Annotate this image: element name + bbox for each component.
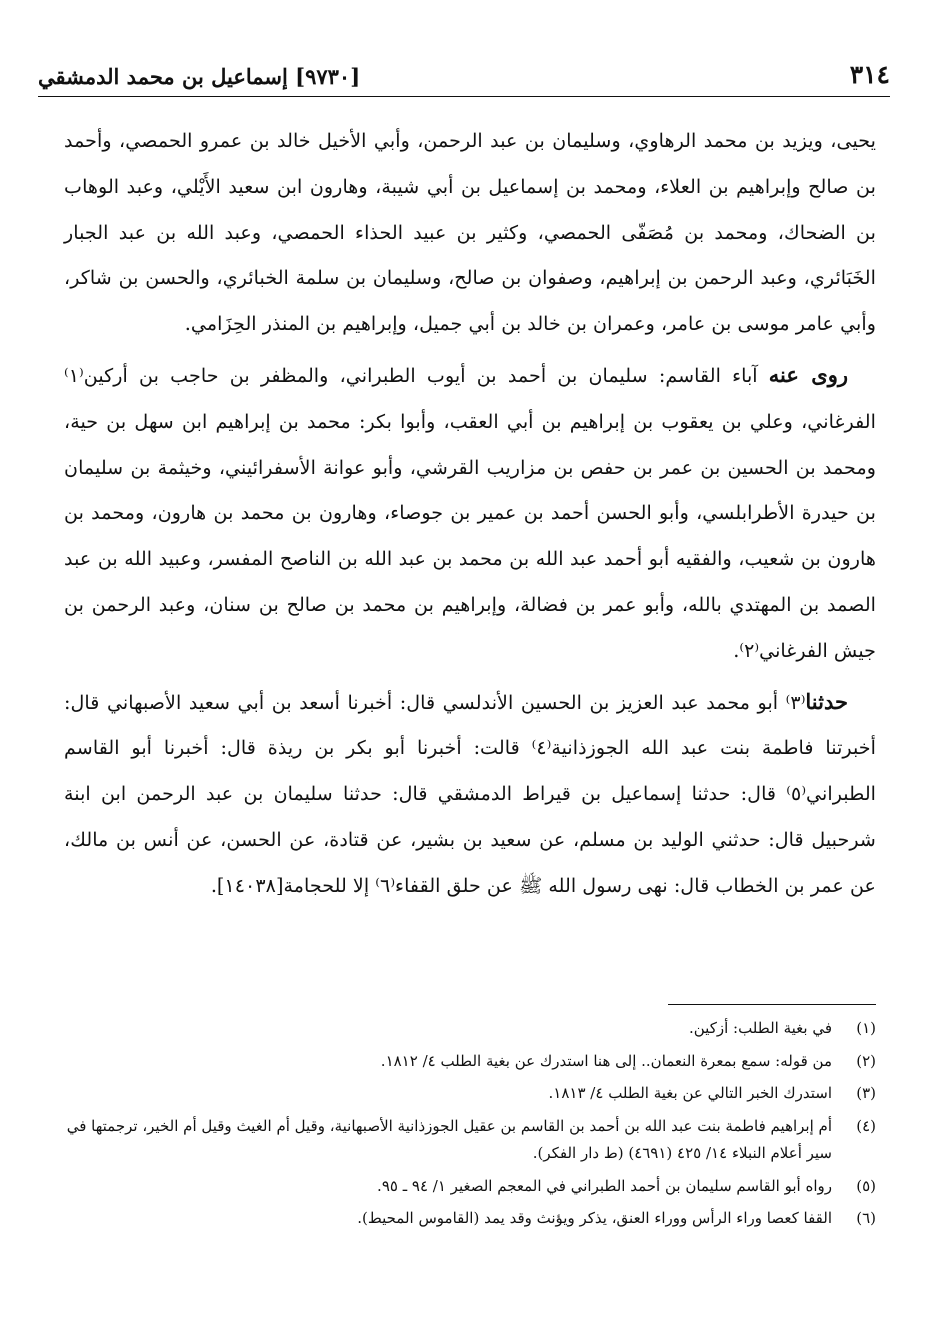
- footnote: [64, 1015, 876, 1043]
- footnote-text: استدرك الخبر التالي عن بغية الطلب ٤/ ١٨١٣.: [548, 1084, 832, 1102]
- footnote-number: (٢): [856, 1051, 876, 1070]
- footnote: [64, 1173, 876, 1201]
- footnote-number: (٤): [856, 1116, 876, 1135]
- footnote-separator: [668, 1004, 876, 1005]
- footnote-text: من قوله: سمع بمعرة النعمان.. إلى هنا استدرك عن بغية الطلب ٤/ ١٨١٢.: [380, 1051, 832, 1070]
- footnote-number: (١): [856, 1019, 876, 1037]
- paragraph-narrators: [64, 352, 876, 674]
- paragraph-narrators-text: آباء القاسم: سليمان بن أحمد بن أيوب الطبراني، والمظفر بن حاجب بن أركين⁽١⁾ الفرغاني، وعلي بن يعقوب بن إبراهيم بن أبي العقب، وأبوا بكر: محمد بن إبراهيم ابن سهل بن حية، ومحمد بن الحسين بن عمر بن حفص بن مزاريب القرشي، وأبو عوانة الأسفرائيني، وخيثمة بن سليمان بن حيدرة الأطرابلسي، وأبو الحسن أحمد بن عمير بن جوصاء، وهارون بن محمد بن هارون، ومحمد بن هارون بن شعيب، والفقيه أبو أحمد عبد الله بن محمد بن عبد الله بن الناصح المفسر، وعبيد الله بن عبد الصمد بن المهتدي بالله، وأبو عمر بن فضالة، وإبراهيم بن محمد بن صالح بن سنان، وعبد الرحمن بن جيش الفرغاني⁽٢⁾.: [64, 363, 876, 662]
- main-text: [64, 118, 876, 909]
- header-rule: [38, 96, 890, 97]
- paragraph-teachers: يحيى، ويزيد بن محمد الرهاوي، وسليمان بن عبد الرحمن، وأبي الأخيل خالد بن عمرو الحمصي، وأحمد بن صالح وإبراهيم بن العلاء، ومحمد بن إسماعيل بن أبي شيبة، وهارون ابن سعيد الأَيْلي، وعبد الوهاب بن الضحاك، ومحمد بن مُصَفّى الحمصي، وكثير بن عبيد الحذاء الحمصي، وعبد الله بن عبد الجبار الخَبَائري، وعبد الرحمن بن إبراهيم، وصفوان بن صالح، وسليمان بن سلمة الخبائري، والحسن بن شاكر، وأبي عامر موسى بن عامر، وعمران بن خالد بن أبي جميل، وإبراهيم بن المنذر الحِزَامي.: [64, 129, 876, 336]
- footnote: [64, 1113, 876, 1168]
- footnote: [64, 1048, 876, 1076]
- running-head: [٩٧٣٠] إسماعيل بن محمد الدمشقي: [38, 64, 361, 89]
- paragraph-lead-haddathana: حدثنا: [805, 688, 848, 714]
- footnotes: [64, 1015, 876, 1238]
- paragraph-lead-rawa-anhu: روى عنه: [768, 361, 849, 387]
- paragraph-hadith: [64, 679, 876, 909]
- footnote: [64, 1205, 876, 1233]
- footnote-text: في بغية الطلب: أزكين.: [688, 1019, 832, 1037]
- page-header: [38, 58, 890, 94]
- footnote: [64, 1080, 876, 1108]
- footnote-text: أم إبراهيم فاطمة بنت عبد الله بن أحمد بن القاسم بن عقيل الجوزذانية الأصبهانية، وقيل أم الغيث وقيل أم الخير، ترجمتها في سير أعلام النبلاء ١٤/ ٤٢٥ (٤٦٩١) (ط دار الفكر).: [66, 1116, 832, 1162]
- paragraph-hadith-text: ⁽٣⁾ أبو محمد عبد العزيز بن الحسين الأندلسي قال: أخبرنا أسعد بن أبي سعيد الأصبهاني قال: أخبرتنا فاطمة بنت عبد الله الجوزذانية⁽٤⁾ قالت: أخبرنا أبو بكر بن ريذة قال: أخبرنا أبو القاسم الطبراني⁽٥⁾ قال: حدثنا إسماعيل بن قيراط الدمشقي قال: حدثنا سليمان بن عبد الرحمن ابن ابنة شرحبيل قال: حدثني الوليد بن مسلم، عن سعيد بن بشير، عن قتادة، عن الحسن، عن أنس بن مالك، عن عمر بن الخطاب قال: نهى رسول الله ﷺ عن حلق القفاء⁽٦⁾ إلا للحجامة[١٤٠٣٨].: [64, 690, 876, 897]
- footnote-number: (٦): [856, 1209, 876, 1227]
- footnote-text: القفا كعصا وراء الرأس ووراء العنق، يذكر ويؤنث وقد يمد (القاموس المحيط).: [357, 1209, 832, 1227]
- footnote-number: (٥): [856, 1176, 876, 1195]
- page-number: ٣١٤: [849, 60, 890, 89]
- footnote-number: (٣): [856, 1084, 876, 1102]
- footnote-text: رواه أبو القاسم سليمان بن أحمد الطبراني في المعجم الصغير ١/ ٩٤ ـ ٩٥.: [377, 1176, 832, 1195]
